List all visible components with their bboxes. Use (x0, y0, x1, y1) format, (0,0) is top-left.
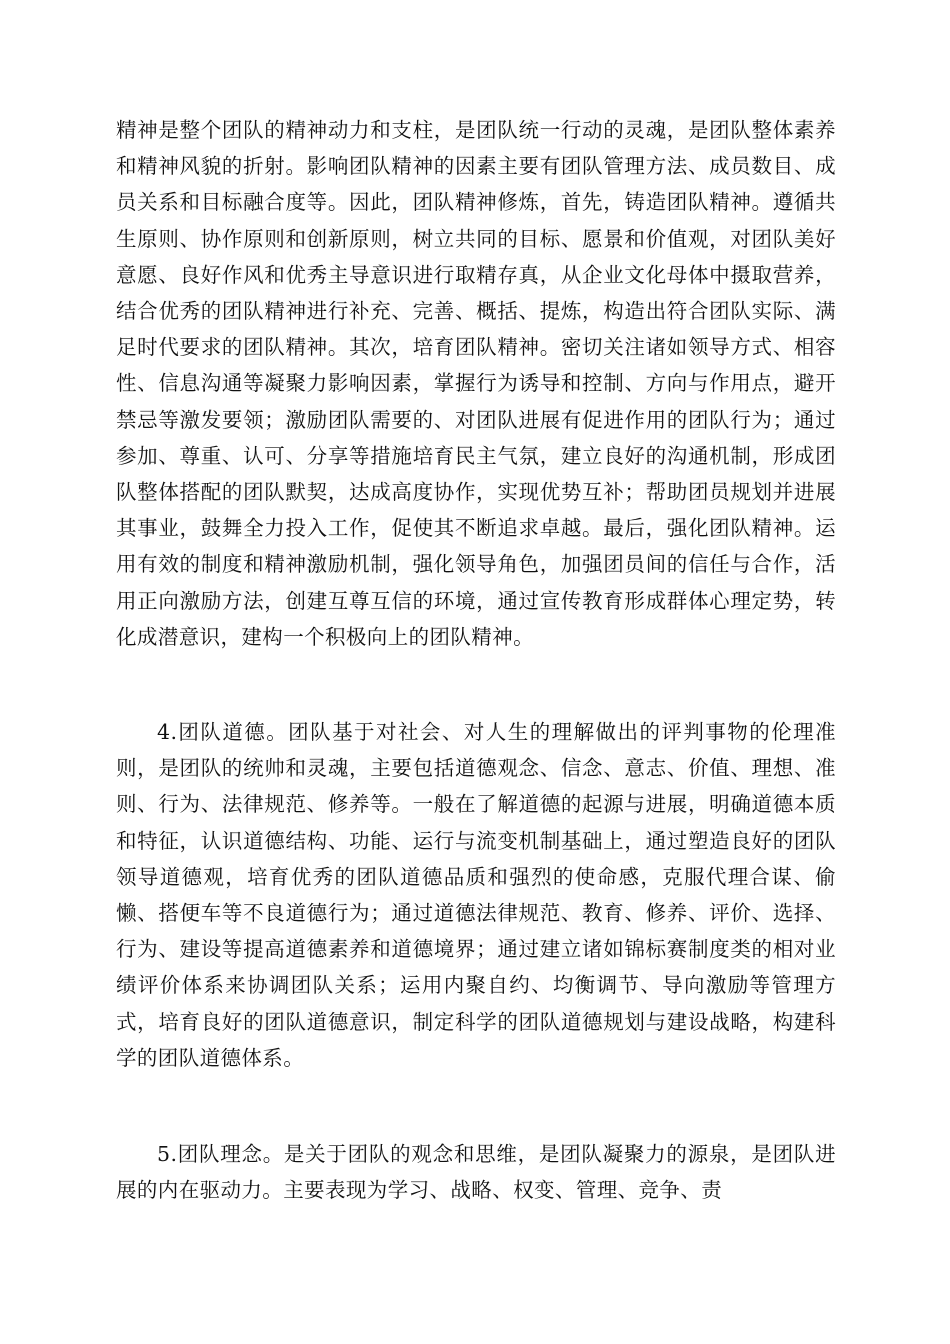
paragraph-team-philosophy: 5.团队理念。是关于团队的观念和思维，是团队凝聚力的源泉，是团队进展的内在驱动力。主要表现为学习、战略、权变、管理、竞争、责 (116, 1142, 836, 1203)
paragraph-team-spirit: 精神是整个团队的精神动力和支柱，是团队统一行动的灵魂，是团队整体素养和精神风貌的折射。影响团队精神的因素主要有团队管理方法、成员数目、成员关系和目标融合度等。因此，团队精神修炼，首先，铸造团队精神。遵循共生原则、协作原则和创新原则，树立共同的目标、愿景和价值观，对团队美好意愿、良好作风和优秀主导意识进行取精存真，从企业文化母体中摄取营养，结合优秀的团队精神进行补充、完善、概括、提炼，构造出符合团队实际、满足时代要求的团队精神。其次，培育团队精神。密切关注诸如领导方式、相容性、信息沟通等凝聚力影响因素，掌握行为诱导和控制、方向与作用点，避开禁忌等激发要领；激励团队需要的、对团队进展有促进作用的团队行为；通过参加、尊重、认可、分享等措施培育民主气氛，建立良好的沟通机制，形成团队整体搭配的团队默契，达成高度协作，实现优势互补；帮助团员规划并进展其事业，鼓舞全力投入工作，促使其不断追求卓越。最后，强化团队精神。运用有效的制度和精神激励机制，强化领导角色，加强团员间的信任与合作，活用正向激励方法，创建互尊互信的环境，通过宣传教育形成群体心理定势，转化成潜意识，建构一个积极向上的团队精神。 (116, 118, 836, 649)
paragraph-team-ethics: 4.团队道德。团队基于对社会、对人生的理解做出的评判事物的伦理准则，是团队的统帅和灵魂，主要包括道德观念、信念、意志、价值、理想、准则、行为、法律规范、修养等。一般在了解道德的起源与进展，明确道德本质和特征，认识道德结构、功能、运行与流变机制基础上，通过塑造良好的团队领导道德观，培育优秀的团队道德品质和强烈的使命感，克服代理合谋、偷懒、搭便车等不良道德行为；通过道德法律规范、教育、修养、评价、选择、行为、建设等提高道德素养和道德境界；通过建立诸如锦标赛制度类的相对业绩评价体系来协调团队关系；运用内聚自约、均衡调节、导向激励等管理方式，培育良好的团队道德意识，制定科学的团队道德规划与建设战略，构建科学的团队道德体系。 (116, 720, 836, 1070)
